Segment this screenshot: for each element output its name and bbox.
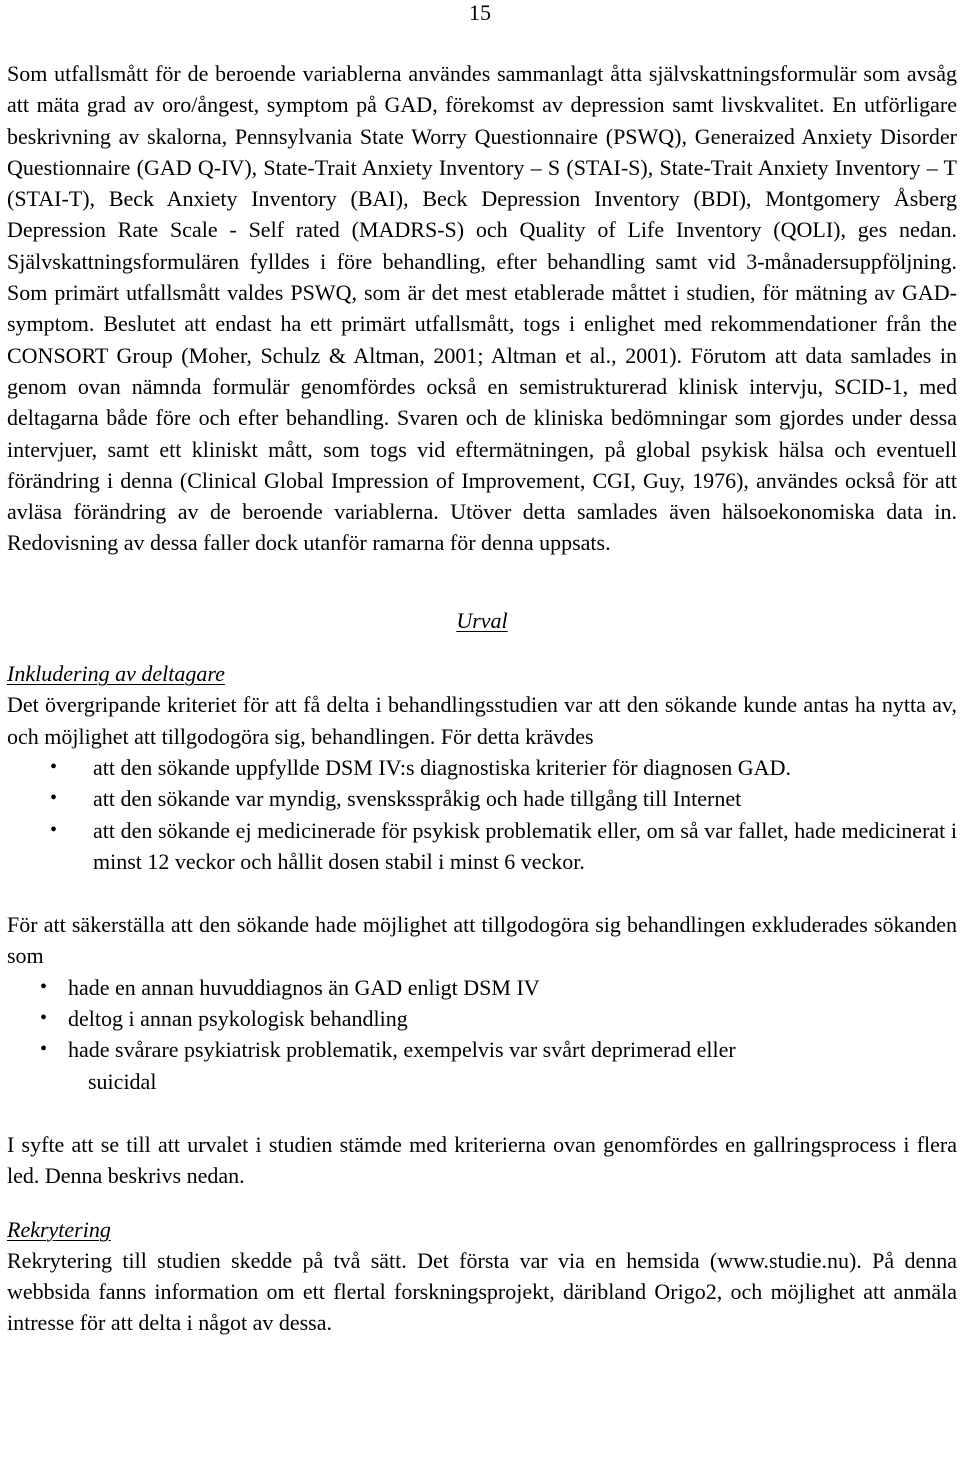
paragraph-screening: I syfte att se till att urvalet i studien stämde med kriterierna ovan genomfördes en gallringsprocess i flera led. Denna beskrivs nedan. (7, 1131, 957, 1189)
list-item-text: deltog i annan psykologisk behandling (68, 1006, 408, 1032)
list-item-text: hade svårare psykiatrisk problematik, exempelvis var svårt deprimerad eller (68, 1037, 736, 1063)
exclusion-criteria-list (7, 972, 957, 1097)
section-heading-urval: Urval (456, 607, 508, 633)
bullet-icon: • (50, 755, 58, 778)
list-item-text: hade en annan huvuddiagnos än GAD enligt DSM IV (68, 974, 540, 1000)
list-item (32, 752, 957, 783)
list-item-text: att den sökande uppfyllde DSM IV:s diagnostiska kriterier för diagnosen GAD. (93, 754, 791, 780)
list-item (7, 1003, 957, 1034)
page-number: 15 (469, 0, 491, 25)
list-item (7, 1034, 957, 1097)
page-content (7, 58, 957, 1339)
list-item (7, 972, 957, 1003)
paragraph-inclusion-intro: Det övergripande kriteriet för att få delta i behandlingsstudien var att den sökande kunde antas ha nytta av, och möjlighet att tillgodogöra sig, behandlingen. För detta krävdes (7, 692, 957, 749)
bullet-icon: • (50, 787, 58, 810)
inclusion-criteria-list (7, 752, 957, 877)
paragraph-recruitment: Rekrytering till studien skedde på två sätt. Det första var via en hemsida (www.studie.nu). På denna webbsida fanns information om ett flertal forskningsprojekt, däribland Origo2, och möjlighet att anmäla intresse för att delta i något av dessa. (7, 1247, 957, 1336)
bullet-icon: • (40, 1007, 48, 1030)
list-item-text-continued: suicidal (88, 1068, 157, 1094)
subheading-rekrytering: Rekrytering (7, 1216, 111, 1242)
subheading-inkludering: Inkludering av deltagare (7, 661, 225, 687)
bullet-icon: • (40, 975, 48, 998)
bullet-icon: • (50, 818, 58, 841)
paragraph-exclusion-intro: För att säkerställa att den sökande hade möjlighet att tillgodogöra sig behandlingen exkluderades sökanden som (7, 912, 957, 969)
list-item (32, 815, 957, 878)
bullet-icon: • (40, 1038, 48, 1061)
paragraph-outcome-measures: Som utfallsmått för de beroende variablerna användes sammanlagt åtta självskattningsformulär som avsåg att mäta grad av oro/ångest, symptom på GAD, förekomst av depression samt livskvalitet. En utförligare beskrivning av skalorna, Pennsylvania State Worry Questionnaire (PSWQ), Generaized Anxiety Disorder Questionnaire (GAD Q-IV), State-Trait Anxiety Inventory – S (STAI-S), State-Trait Anxiety Inventory – T (STAI-T), Beck Anxiety Inventory (BAI), Beck Depression Inventory (BDI), Montgomery Åsberg Depression Rate Scale - Self rated (MADRS-S) och Quality of Life Inventory (QOLI), ges nedan. Självskattningsformulären fylldes i före behandling, efter behandling samt vid 3-månadersuppföljning. Som primärt utfallsmått valdes PSWQ, som är det mest etablerade måttet i studien, för mätning av GAD-symptom. Beslutet att endast ha ett primärt utfallsmått, togs i enlighet med rekommendationer från the CONSORT Group (Moher, Schulz & Altman, 2001; Altman et al., 2001). Förutom att data samlades in genom ovan nämnda formulär genomfördes också en semistrukturerad klinisk intervju, SCID-1, med deltagarna både före och efter behandling. Svaren och de kliniska bedömningar som gjordes under dessa intervjuer, samt ett kliniskt mått, som togs vid eftermätningen, på global psykisk hälsa och eventuell förändring i denna (Clinical Global Impression of Improvement, CGI, Guy, 1976), användes också för att avläsa förändring av de beroende variablerna. Utöver detta samlades även hälsoekonomiska data in. Redovisning av dessa faller dock utanför ramarna för denna uppsats. (7, 61, 957, 556)
list-item-text: att den sökande var myndig, svensksspråkig och hade tillgång till Internet (93, 786, 742, 812)
list-item-text: att den sökande ej medicinerade för psykisk problematik eller, om så var fallet, hade medicinerat i minst 12 veckor och hållit dosen stabil i minst 6 veckor. (93, 817, 957, 874)
list-item (32, 783, 957, 814)
